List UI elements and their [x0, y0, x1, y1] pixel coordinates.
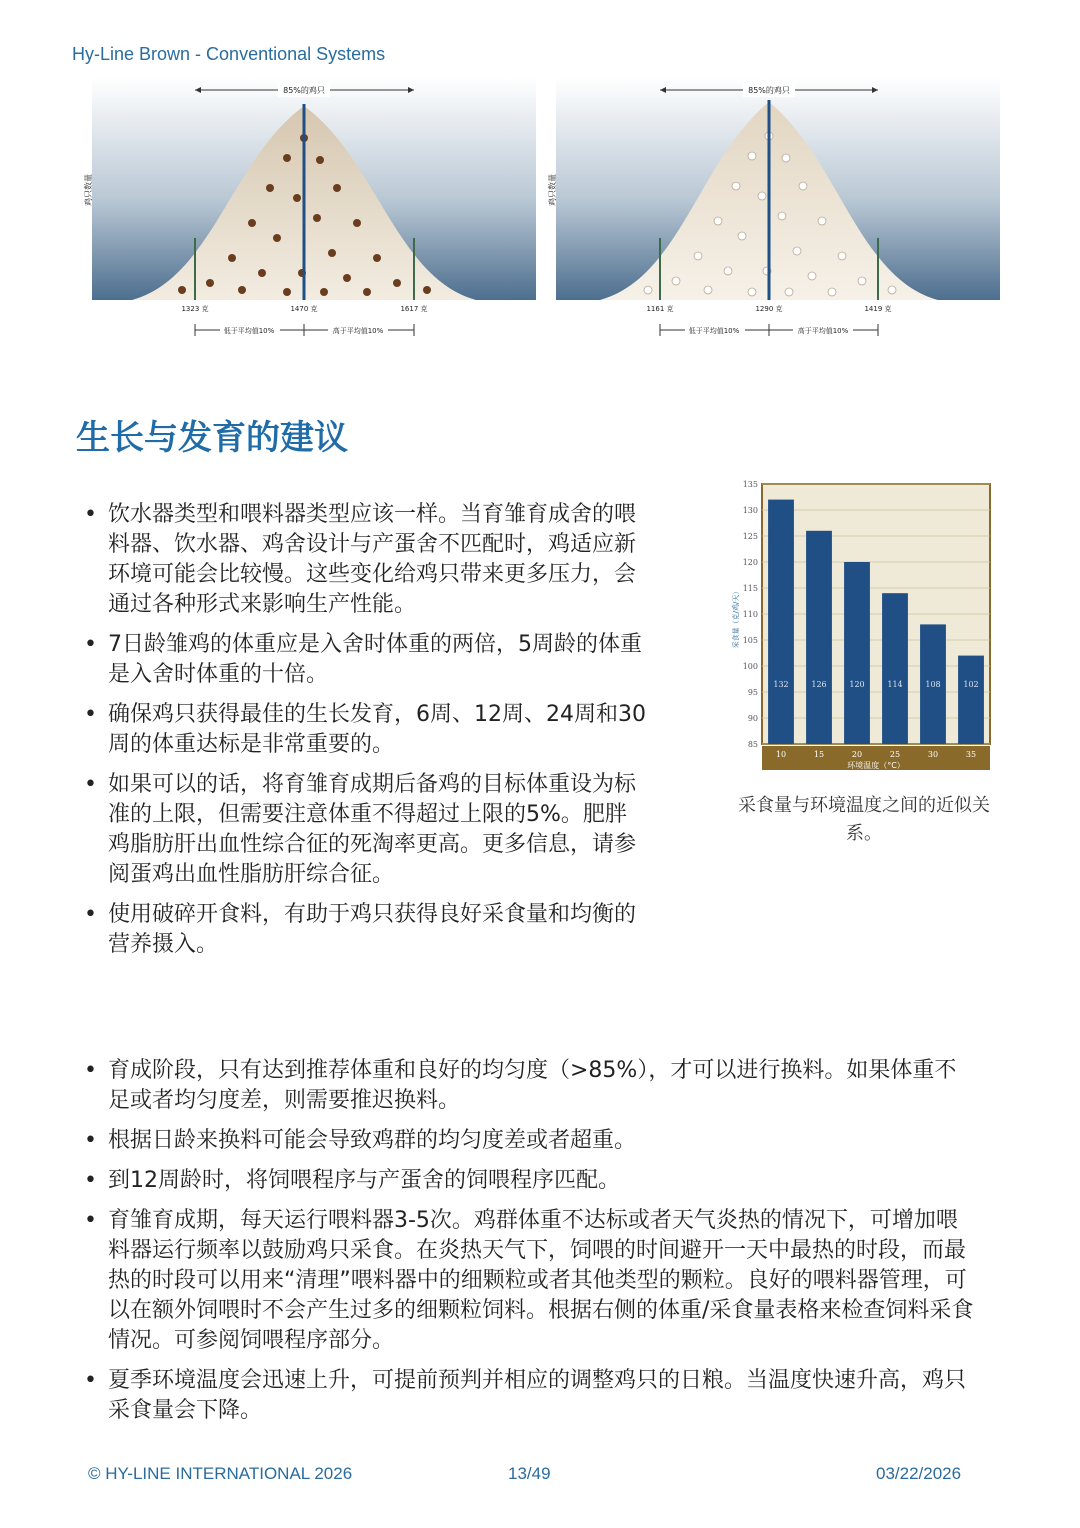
- chart-x-tick-label: 15: [813, 750, 825, 759]
- chart-y-tick-label: 130: [742, 506, 758, 515]
- chart-x-axis-label: 环境温度（°C）: [847, 761, 905, 770]
- chart-x-tick-label: 35: [965, 750, 977, 759]
- bullet-item: • 育雏育成期，每天运行喂料器3-5次。鸡群体重不达标或者天气炎热的情况下，可增加喂料器运行频率以鼓励鸡只采食。在炎热天气下，饲喂的时间避开一天中最热的时段，而最热的时段可以用来“清理”喂料器中的细颗粒或者其他类型的颗粒。良好的喂料器管理，可以在额外饲喂时不会产生过多的细颗粒饲料。根据右侧的体重/采食量表格来检查饲料采食情况。可参阅饲喂程序部分。: [78, 1206, 978, 1356]
- chart-data-label: 108: [925, 679, 941, 689]
- document-header-title: Hy-Line Brown - Conventional Systems: [72, 44, 386, 64]
- right-above-label: 高于平均值10%: [797, 327, 849, 335]
- left-x-label-high: 1617 克: [400, 305, 428, 313]
- left-y-label: 鸡只数量: [84, 174, 93, 206]
- chart-x-tick-label: 25: [889, 750, 901, 759]
- bullet-item: • 夏季环境温度会迅速上升，可提前预判并相应的调整鸡只的日粮。当温度快速升高，鸡只采食量会下降。: [78, 1366, 978, 1426]
- bullet-item: • 确保鸡只获得最佳的生长发育，6周、12周、24周和30周的体重达标是非常重要的。: [78, 700, 648, 760]
- left-x-label-mean: 1470 克: [290, 305, 318, 313]
- bullet-item: • 育成阶段，只有达到推荐体重和良好的均匀度（>85%），才可以进行换料。如果体重不足或者均匀度差，则需要推迟换料。: [78, 1056, 978, 1116]
- chart-x-tick-label: 30: [927, 750, 939, 759]
- bullet-item: • 使用破碎开食料，有助于鸡只获得良好采食量和均衡的营养摄入。: [78, 900, 648, 960]
- bullet-item: • 如果可以的话，将育雏育成期后备鸡的目标体重设为标准的上限，但需要注意体重不得超过上限的5%。肥胖鸡脂肪肝出血性综合征的死淘率更高。更多信息，请参阅蛋鸡出血性脂肪肝综合征。: [78, 770, 648, 890]
- chart-y-axis-label: 采食量（克/鸡/天）: [732, 587, 740, 649]
- bullet-list-bottom: [78, 1056, 978, 1436]
- chart-data-label: 102: [963, 679, 979, 689]
- footer-page-number: 13/49: [508, 1464, 551, 1483]
- chart-caption: 采食量与环境温度之间的近似关系。: [738, 795, 990, 844]
- chart-x-tick-label: 10: [775, 750, 787, 759]
- bullet-list-top: [78, 500, 648, 970]
- footer-date: 03/22/2026: [876, 1464, 962, 1483]
- left-below-label: 低于平均值10%: [223, 327, 275, 335]
- chart-y-tick-label: 100: [742, 662, 758, 671]
- bullet-item: • 饮水器类型和喂料器类型应该一样。当育雏育成舍的喂料器、饮水器、鸡舍设计与产蛋舍不匹配时，鸡适应新环境可能会比较慢。这些变化给鸡只带来更多压力，会通过各种形式来影响生产性能。: [78, 500, 648, 620]
- bullet-item: • 7日龄雏鸡的体重应是入舍时体重的两倍，5周龄的体重是入舍时体重的十倍。: [78, 630, 648, 690]
- right-x-label-high: 1419 克: [864, 305, 892, 313]
- right-below-label: 低于平均值10%: [688, 327, 740, 335]
- chart-data-label: 126: [811, 679, 827, 689]
- left-x-label-low: 1323 克: [181, 305, 209, 313]
- chart-y-tick-label: 95: [747, 688, 758, 697]
- right-top-label: 85%的鸡只: [748, 86, 790, 95]
- chart-bar: [806, 531, 832, 744]
- feed-intake-chart: [728, 478, 998, 778]
- feed-intake-chart-svg: [728, 478, 998, 778]
- chart-y-tick-label: 135: [742, 480, 758, 489]
- chart-y-tick-label: 85: [747, 740, 758, 749]
- chart-data-label: 120: [849, 679, 865, 689]
- section-title: 生长与发育的建议: [76, 418, 348, 458]
- chart-y-tick-label: 120: [742, 558, 758, 567]
- left-top-label: 85%的鸡只: [283, 86, 325, 95]
- uniformity-figure-white: [548, 78, 1000, 350]
- chart-y-tick-label: 115: [742, 584, 758, 593]
- right-y-label: 鸡只数量: [548, 174, 557, 206]
- left-above-label: 高于平均值10%: [332, 327, 384, 335]
- chart-x-tick-label: 20: [851, 750, 863, 759]
- footer-copyright: © HY-LINE INTERNATIONAL 2026: [88, 1464, 353, 1483]
- uniformity-figure-brown: [84, 78, 536, 350]
- right-x-label-low: 1161 克: [646, 305, 674, 313]
- chart-y-tick-label: 125: [742, 532, 758, 541]
- chart-bar: [844, 562, 870, 744]
- chart-bar: [958, 656, 984, 744]
- chart-data-label: 132: [773, 679, 789, 689]
- chart-bar: [768, 500, 794, 744]
- chart-y-tick-label: 105: [742, 636, 758, 645]
- bullet-item: • 到12周龄时，将饲喂程序与产蛋舍的饲喂程序匹配。: [78, 1166, 978, 1196]
- right-x-label-mean: 1290 克: [755, 305, 783, 313]
- chart-bar: [882, 593, 908, 744]
- chart-y-tick-label: 110: [742, 610, 758, 619]
- bullet-item: • 根据日龄来换料可能会导致鸡群的均匀度差或者超重。: [78, 1126, 978, 1156]
- chart-data-label: 114: [887, 679, 903, 689]
- chart-y-tick-label: 90: [747, 714, 758, 723]
